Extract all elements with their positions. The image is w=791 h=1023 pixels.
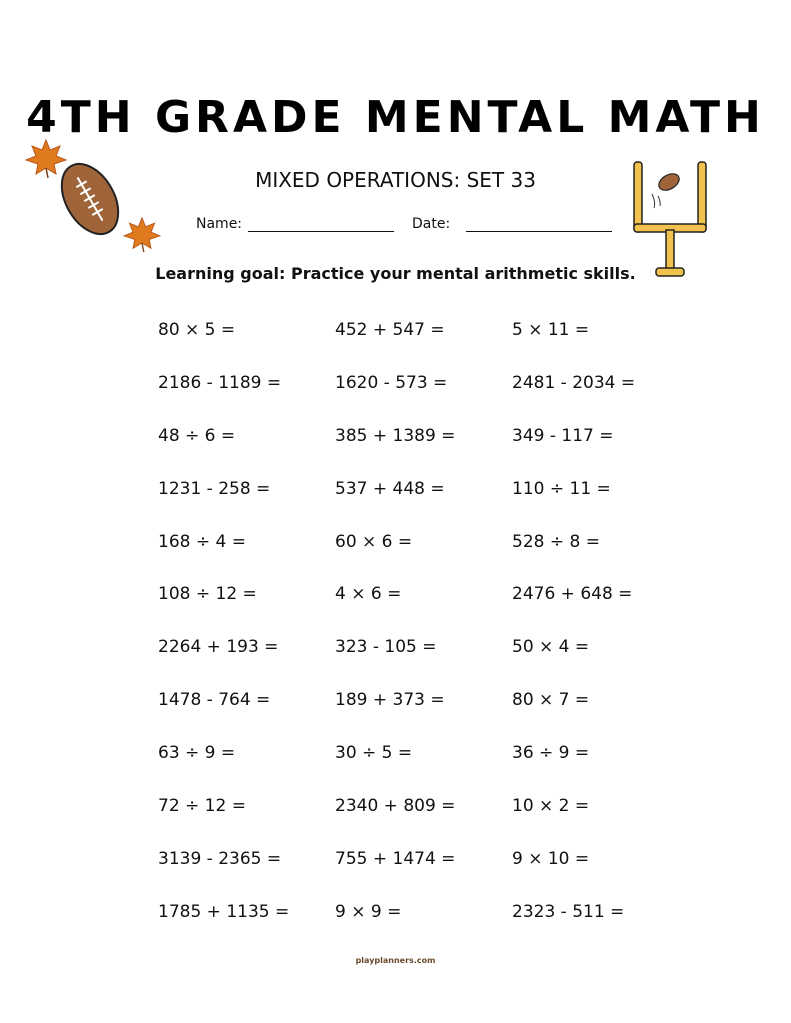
- name-field[interactable]: [248, 217, 394, 232]
- problem: 4 × 6 =: [335, 584, 402, 605]
- problem: 1785 + 1135 =: [158, 901, 290, 922]
- problem: 2323 - 511 =: [512, 901, 625, 922]
- problem: 108 ÷ 12 =: [158, 584, 257, 605]
- problem: 110 ÷ 11 =: [512, 478, 611, 499]
- problem: 385 + 1389 =: [335, 425, 456, 446]
- problem: 2340 + 809 =: [335, 796, 456, 817]
- name-label: Name:: [196, 216, 243, 232]
- problem: 755 + 1474 =: [335, 848, 456, 869]
- problem: 10 × 2 =: [512, 796, 590, 817]
- problem: 1231 - 258 =: [158, 478, 271, 499]
- problem: 452 + 547 =: [335, 320, 445, 340]
- problem: 349 - 117 =: [512, 425, 614, 446]
- worksheet-title: 4TH GRADE MENTAL MATH: [26, 92, 765, 143]
- problem: 80 × 7 =: [512, 690, 590, 711]
- problem: 3139 - 2365 =: [158, 848, 282, 869]
- problem: 5 × 11 =: [512, 320, 590, 340]
- problem: 189 + 373 =: [335, 690, 445, 711]
- problem: 36 ÷ 9 =: [512, 743, 590, 764]
- problem: 9 × 10 =: [512, 848, 590, 869]
- problem: 168 ÷ 4 =: [158, 531, 246, 552]
- footer-brand[interactable]: playplanners.com: [355, 956, 436, 965]
- worksheet-subtitle: MIXED OPERATIONS: SET 33: [255, 168, 536, 192]
- learning-goal: Learning goal: Practice your mental arithmetic skills.: [155, 264, 636, 283]
- problem: 1478 - 764 =: [158, 690, 271, 711]
- problem-grid: [158, 318, 689, 953]
- name-date-line: [196, 216, 612, 232]
- problem: 9 × 9 =: [335, 901, 402, 922]
- problem: 63 ÷ 9 =: [158, 743, 236, 764]
- problem: 323 - 105 =: [335, 637, 437, 658]
- problem: 537 + 448 =: [335, 478, 445, 499]
- problem: 1620 - 573 =: [335, 372, 448, 393]
- problem: 2186 - 1189 =: [158, 372, 282, 393]
- problem: 2481 - 2034 =: [512, 372, 636, 393]
- problem: 30 ÷ 5 =: [335, 743, 413, 764]
- problem: 60 × 6 =: [335, 531, 413, 552]
- problem: 48 ÷ 6 =: [158, 425, 236, 446]
- problem: 528 ÷ 8 =: [512, 531, 600, 552]
- problem: 50 × 4 =: [512, 637, 590, 658]
- date-field[interactable]: [466, 217, 612, 232]
- autumn-leaf-icon: [122, 216, 162, 252]
- problem: 2264 + 193 =: [158, 637, 279, 658]
- problem: 72 ÷ 12 =: [158, 796, 246, 817]
- date-label: Date:: [412, 216, 451, 232]
- problem: 2476 + 648 =: [512, 584, 633, 605]
- problem: 80 × 5 =: [158, 320, 236, 340]
